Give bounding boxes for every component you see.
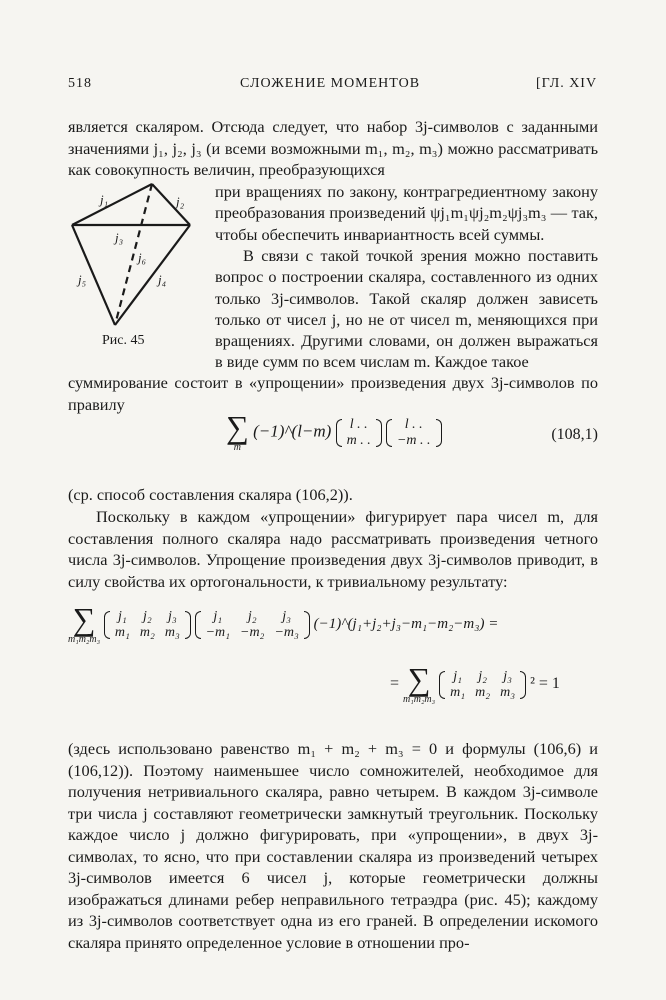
tetrahedron-figure — [60, 180, 200, 330]
cell: m₃ — [500, 684, 516, 700]
sum-index: m — [233, 442, 242, 453]
edge-j1 — [72, 184, 152, 225]
label-j1: j₁ — [100, 192, 109, 207]
cell: m₂ — [139, 624, 155, 640]
label-j5: j₅ — [78, 272, 87, 287]
paragraph-3-text: (ср. способ составления скаляра (106,2)). — [68, 485, 353, 504]
cell: −m₂ — [240, 624, 265, 640]
three-j-symbol-rhs — [439, 669, 526, 701]
paragraph-2-continued — [68, 372, 598, 415]
equation-108-1 — [226, 409, 442, 453]
summation-big: ∑ m₁m₂m₃ — [68, 601, 101, 645]
sum-index-rhs: m₁m₂m₃ — [403, 694, 436, 705]
three-j-symbol-2 — [386, 417, 442, 449]
equation-orthogonality — [68, 601, 499, 645]
cell: j₃ — [282, 608, 292, 624]
label-j4: j₄ — [158, 272, 167, 287]
paragraph-1-top — [68, 116, 598, 181]
equation-orthogonality-rhs — [390, 661, 560, 705]
sym1-top: l . . — [349, 416, 368, 432]
cell: −m₁ — [205, 624, 230, 640]
summation: ∑ m — [226, 409, 249, 453]
cell: j₁ — [213, 608, 223, 624]
edge-j4 — [115, 225, 190, 325]
exponent-factor: (−1)^(j₁+j₂+j₃−m₁−m₂−m₃) = — [313, 615, 499, 632]
cell: j₂ — [142, 608, 152, 624]
cell: m₁ — [450, 684, 466, 700]
summation-rhs: ∑ m₁m₂m₃ — [403, 661, 436, 705]
sym1-bottom: m . . — [346, 432, 371, 448]
paragraph-4-text: Поскольку в каждом «упрощении» фигурирует пара чисел m, для составления полного скаляра надо рассматривать произведения четного числа 3j-символов. Упрощение произведения двух 3j-символов приводит, в силу свойства их ортогональности, к тривиальному результату: — [68, 507, 598, 591]
equals-sign: = — [390, 675, 400, 693]
paragraph-4 — [68, 506, 598, 592]
cell: j₃ — [167, 608, 177, 624]
three-j-symbol-b — [195, 609, 310, 641]
paragraph-1-text: является скаляром. Отсюда следует, что набор 3j-символов с заданными значениями j₁, j₂, j₃ (и всеми возможными m₁, m₂, m₃) можно рассматривать как совокупность величин, преобразующихся — [68, 117, 598, 179]
cell: j₁ — [117, 608, 127, 624]
cell: m₁ — [114, 624, 130, 640]
label-j6: j₆ — [138, 250, 147, 265]
paragraph-3 — [68, 484, 598, 506]
running-title: СЛОЖЕНИЕ МОМЕНТОВ — [240, 76, 421, 91]
paragraph-1-continued: при вращениях по закону, контрагредиентному закону преобразования произведений ψj₁m₁ψj₂m₂ψj₃m₃ — так, чтобы обеспечить инвариантность всей суммы. — [215, 182, 598, 244]
paragraph-2-text: В связи с такой точкой зрения можно поставить вопрос о построении скаляра, составленного из одних только 3j-символов. Такой скаляр должен зависеть только от чисел j, но не от чисел m, меняющихся при вращениях. Другими словами, он должен выражаться в виде сумм по всем числам m. Каждое такое — [215, 246, 598, 372]
rhs-result: ² = 1 — [530, 675, 560, 693]
three-j-symbol-a — [104, 609, 191, 641]
cell: j₃ — [503, 668, 512, 684]
wrap-paragraph-2 — [215, 245, 598, 373]
edge-j6 — [115, 184, 152, 325]
sym2-bottom: −m . . — [396, 432, 431, 448]
cell: −m₃ — [274, 624, 299, 640]
cell: j₂ — [478, 668, 487, 684]
figure-caption: Рис. 45 — [102, 333, 145, 348]
cell: m₃ — [164, 624, 180, 640]
cell: j₁ — [453, 668, 463, 684]
equation-number: (108,1) — [551, 426, 598, 443]
three-j-symbol-1 — [336, 417, 382, 449]
page-number: 518 — [68, 76, 92, 91]
paragraph-5-text: (здесь использовано равенство m₁ + m₂ + m₃ = 0 и формулы (106,6) и (106,12)). Поэтому наименьшее число сомножителей, необходимое для получения нетривиального скаляра, равно четырем. В каждом 3j-символе три числа j составляют геометрически замкнутый треугольник. Поскольку каждое число j должно фигурировать, при «упрощении», в двух 3j-символах, то ясно, что при составлении скаляра из произведений четырех 3j-символов имеется 6 чисел j, которые геометрически должны изображаться длинами ребер неправильного тетраэдра (рис. 45); каждому из 3j-символов соответствует одна из его граней. В определении искомого скаляра принято определенное условие в отношении про- — [68, 739, 598, 952]
chapter-label: [ГЛ. XIV — [536, 76, 598, 91]
cell: m₂ — [475, 684, 491, 700]
sum-index-big: m₁m₂m₃ — [68, 634, 101, 645]
paragraph-2-tail: суммирование состоит в «упрощении» произведения двух 3j-символов по правилу — [68, 373, 598, 414]
cell: j₂ — [247, 608, 257, 624]
paragraph-5 — [68, 738, 598, 953]
sign-factor: (−1)^(l−m) — [253, 421, 332, 441]
label-j2: j₂ — [176, 194, 185, 209]
sym2-top: l . . — [404, 416, 423, 432]
wrap-paragraph-1 — [215, 181, 598, 245]
label-j3: j₃ — [115, 230, 124, 245]
edge-j2 — [152, 184, 190, 225]
